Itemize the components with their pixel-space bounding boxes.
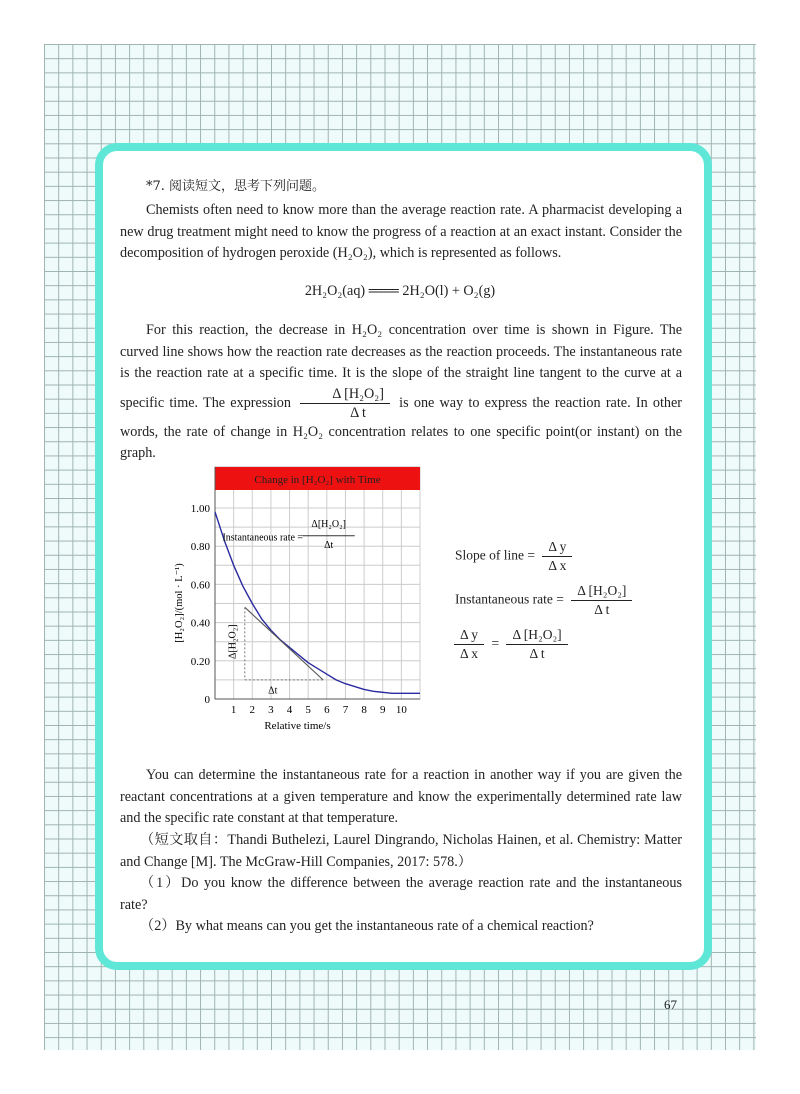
- equation-right: 2H₂O(l) + O₂(g): [402, 283, 496, 299]
- slope-label: Slope of line =: [455, 547, 535, 563]
- inst-den: Δ t: [594, 602, 610, 617]
- x-tick-label: 7: [342, 704, 349, 716]
- exercise-heading: [120, 176, 682, 198]
- x-tick-label: 4: [286, 704, 293, 716]
- paragraph-1: Chemists often need to know more than the average reaction rate. A pharmacist developing a new drug treatment might need to know the progress of a reaction at an exact instant. Consider the decomposition of hydrogen peroxide (H₂O₂), which is represented as follows.: [120, 202, 682, 261]
- rhs-num: Δ [H₂O₂]: [506, 626, 567, 645]
- frac-den: Δ t: [350, 404, 366, 421]
- rate-expression: [300, 385, 390, 422]
- inst-frac: [571, 582, 632, 619]
- plot-area: [215, 467, 420, 699]
- rhs-frac: [506, 626, 567, 663]
- question-1: [120, 873, 682, 916]
- chart-title: Change in [H₂O₂] with Time: [254, 474, 381, 486]
- x-tick-label: 3: [268, 704, 274, 716]
- rate-annotation-label: Instantaneous rate =: [222, 532, 304, 544]
- inst-label: Instantaneous rate =: [455, 591, 564, 607]
- question-2: [120, 916, 682, 938]
- delta-x-label: Δt: [268, 685, 278, 697]
- y-axis-label: [H₂O₂]/(mol · L⁻¹): [174, 563, 185, 643]
- para2-text-b: is one way to express the reaction rate. In other words, the rate of change in H₂O₂ concentration relates to one specific point(or instant) on the graph.: [120, 394, 683, 461]
- x-tick-label: 5: [305, 704, 311, 716]
- rate-annotation-den: Δt: [324, 540, 334, 552]
- x-tick-label: 1: [230, 704, 237, 716]
- question-2-text: （2）By what means can you get the instantaneous rate of a chemical reaction?: [140, 918, 594, 934]
- delta-y-label: Δ[H₂O₂]: [227, 624, 239, 659]
- y-tick-label: 1.00: [190, 503, 210, 515]
- page-number: 67: [664, 997, 677, 1012]
- question-1-text: （1）Do you know the difference between the average reaction rate and the instantaneous rate?: [120, 875, 682, 913]
- inst-num: Δ [H₂O₂]: [571, 582, 632, 601]
- lhs-frac: [454, 626, 484, 663]
- lhs-den: Δ x: [460, 646, 479, 661]
- equality-formula: [450, 626, 572, 663]
- x-tick-label: 2: [249, 704, 256, 716]
- equals-sign: =: [491, 635, 500, 651]
- instantaneous-rate-formula: [455, 582, 636, 619]
- y-tick-label: 0.60: [190, 579, 210, 592]
- x-tick-label: 9: [379, 704, 386, 716]
- y-tick-label: 0.80: [190, 541, 210, 554]
- para2-text-a: For this reaction, the decrease in H₂O₂ concentration over time is shown in Figure. The curved line shows how the reaction rate decreases as the reaction proceeds. The instantaneous rate is the reaction rate at a specific time. It is the slope of the straight line tangent to the curve at a specific time. The expression: [120, 322, 682, 411]
- y-tick-label: 0.40: [190, 617, 210, 630]
- paragraph-2: [120, 320, 682, 465]
- citation-text: （短文取自：Thandi Buthelezi, Laurel Dingrando, Nicholas Hainen, et al. Chemistry: Matter and Change [M]. The McGraw-Hill Companies, 2017: 578.）: [120, 832, 682, 870]
- rhs-den: Δ t: [529, 646, 545, 661]
- heading-text: *7. 阅读短文，思考下列问题。: [146, 179, 326, 194]
- rate-annotation-num: Δ[H₂O₂]: [311, 519, 346, 531]
- concentration-chart: [170, 460, 430, 740]
- citation: [120, 830, 682, 873]
- chemical-equation: [0, 283, 800, 300]
- slope-formula: [455, 538, 576, 575]
- slope-den: Δ x: [548, 558, 567, 573]
- lhs-num: Δ y: [454, 626, 484, 645]
- y-tick-label: 0.20: [190, 655, 210, 668]
- frac-num: Δ [H₂O₂]: [300, 385, 390, 404]
- x-tick-label: 8: [361, 704, 367, 716]
- equation-arrow: ═══: [368, 283, 399, 299]
- paragraph-3: You can determine the instantaneous rate for a reaction in another way if you are given the reactant concentrations at a given temperature and know the experimentally determined rate law and the specific rate constant at that temperature.: [120, 767, 682, 826]
- x-tick-label: 10: [395, 704, 407, 716]
- equation-left: 2H₂O₂(aq): [304, 283, 366, 299]
- x-axis-label: Relative time/s: [264, 720, 331, 732]
- y-tick-label: 0: [204, 694, 210, 706]
- x-tick-label: 6: [324, 704, 330, 716]
- slope-frac: [542, 538, 572, 575]
- slope-num: Δ y: [542, 538, 572, 557]
